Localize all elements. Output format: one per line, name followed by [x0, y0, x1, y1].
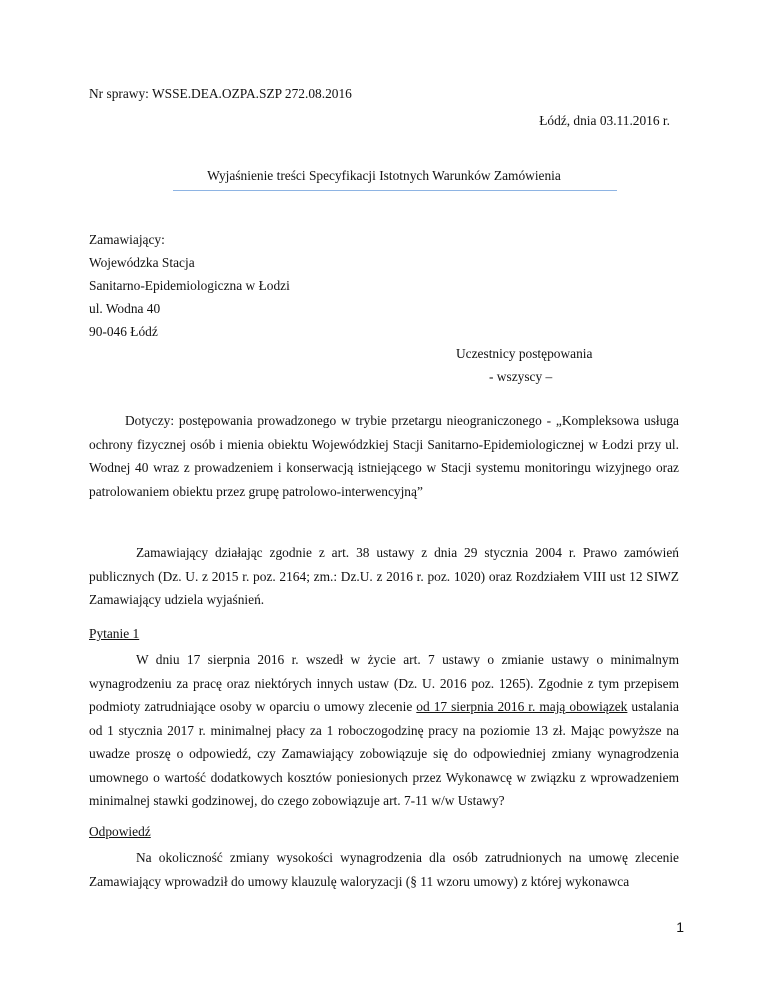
- authority-name-line2: Sanitarno-Epidemiologiczna w Łodzi: [89, 278, 290, 293]
- case-number: Nr sprawy: WSSE.DEA.OZPA.SZP 272.08.2016: [89, 86, 352, 101]
- title-divider: [173, 190, 617, 191]
- page-number: 1: [676, 919, 684, 935]
- question-text-part1: W dniu 17 sierpnia 2016 r. wszedł w życie art. 7 ustawy o zmianie ustawy o minimalnym wynagrodzeniu za pracę oraz niektórych innych ustaw (Dz. U. 2016 poz. 1265). Zgodnie z tym przepisem podmioty zatrudniające osoby w oparciu o umowy zlecenie: [89, 652, 679, 714]
- contracting-authority-label: Zamawiający:: [89, 232, 165, 247]
- answer-paragraph: Na okoliczność zmiany wysokości wynagrodzenia dla osób zatrudnionych na umowę zlecenie Zamawiający wprowadził do umowy klauzulę waloryzacji (§ 11 wzoru umowy) z której wykonawca: [89, 850, 679, 889]
- recipients-line1: Uczestnicy postępowania: [456, 346, 593, 361]
- authority-name-line1: Wojewódzka Stacja: [89, 255, 195, 270]
- authority-street: ul. Wodna 40: [89, 301, 161, 316]
- question-underlined-text: od 17 sierpnia 2016 r. mają obowiązek: [416, 699, 628, 714]
- authority-postal-city: 90-046 Łódź: [89, 324, 158, 339]
- document-title: Wyjaśnienie treści Specyfikacji Istotnych Warunków Zamówienia: [207, 168, 561, 183]
- recipients-line2: - wszyscy –: [489, 369, 553, 384]
- document-date: Łódź, dnia 03.11.2016 r.: [539, 113, 670, 128]
- intro-paragraph: Zamawiający działając zgodnie z art. 38 ustawy z dnia 29 stycznia 2004 r. Prawo zamówień publicznych (Dz. U. z 2015 r. poz. 2164; zm.: Dz.U. z 2016 r. poz. 1020) oraz Rozdziałem VIII ust 12 SIWZ Zamawiający udziela wyjaśnień.: [89, 545, 679, 607]
- answer-label: Odpowiedź: [89, 824, 151, 839]
- question-paragraph: [89, 648, 679, 813]
- question-text-part2: ustalania od 1 stycznia 2017 r. minimalnej płacy za 1 roboczogodzinę pracy na poziomie 13 zł. Mając powyższe na uwadze proszę o odpowiedź, czy Zamawiający zobowiązuje się do odpowiedniej zmiany wynagrodzenia umownego o wartość dodatkowych kosztów poniesionych przez Wykonawcę w związku z wprowadzeniem minimalnej stawki godzinowej, do czego zobowiązuje art. 7-11 w/w Ustawy?: [89, 699, 679, 808]
- subject-paragraph: Dotyczy: postępowania prowadzonego w trybie przetargu nieograniczonego - „Kompleksowa usługa ochrony fizycznej osób i mienia obiektu Wojewódzkiej Stacji Sanitarno-Epidemiologicznej w Łodzi przy ul. Wodnej 40 wraz z prowadzeniem i konserwacją istniejącego w Stacji systemu monitoringu wizyjnego oraz patrolowaniem obiektu przez grupę patrolowo-interwencyjną”: [89, 413, 679, 499]
- question-label: Pytanie 1: [89, 626, 140, 641]
